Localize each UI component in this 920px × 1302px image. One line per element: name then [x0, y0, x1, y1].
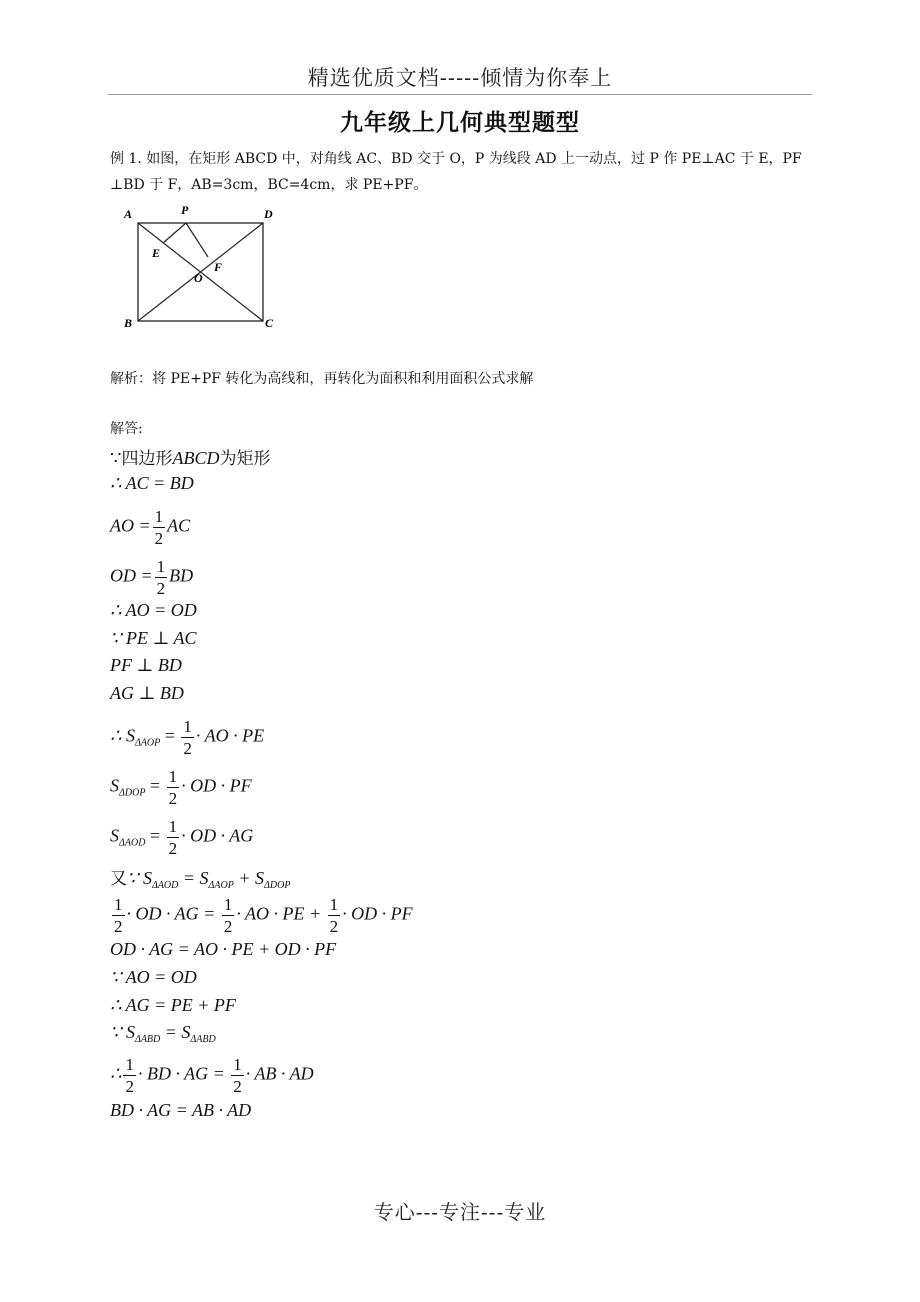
fraction-half: $\frac{1}{2}$	[168, 817, 178, 858]
fraction-half: $\frac{1}{2}$	[125, 1055, 134, 1096]
step-7: PF ⊥ BD	[110, 655, 182, 675]
header-divider	[108, 94, 812, 95]
fraction-half: $\frac{1}{2}$	[233, 1055, 242, 1096]
segment-pe	[163, 223, 186, 243]
step-12: 又∵ $S_{\Delta AOD} = S_{\Delta AOP} + S_{\Delta DOP}$	[110, 868, 291, 891]
problem-statement	[110, 146, 815, 198]
geometry-figure	[118, 196, 288, 341]
fraction-half: $\frac{1}{2}$	[329, 895, 339, 936]
step-1: ∵四边形ABCD为矩形	[110, 448, 271, 469]
step-17: ∵ $S_{\Delta ABD} = S_{\Delta ABD}$	[110, 1022, 216, 1045]
label-p: P	[181, 203, 189, 217]
step-11: $S_{\Delta AOD}$ = $\frac{1}{2}$ · OD · AG	[110, 817, 254, 858]
step-13: $\frac{1}{2}$ · OD · AG = $\frac{1}{2}$ · AO · PE + $\frac{1}{2}$ · OD · PF	[114, 895, 413, 936]
fraction-half: $\frac{1}{2}$	[183, 717, 192, 758]
solution-label: 解答:	[110, 421, 143, 437]
fraction-half: $\frac{1}{2}$	[156, 557, 166, 598]
step-15: ∵ AO = OD	[110, 967, 197, 987]
label-e: E	[152, 246, 161, 260]
fraction-half: $\frac{1}{2}$	[223, 895, 233, 936]
step-5: ∴ AO = OD	[110, 600, 197, 620]
label-o: O	[194, 271, 203, 285]
step-10: $S_{\Delta DOP}$ = $\frac{1}{2}$ · OD · PF	[110, 767, 252, 808]
step-8: AG ⊥ BD	[110, 683, 184, 703]
fraction-half: $\frac{1}{2}$	[154, 507, 164, 548]
problem-line-1: 例 1. 如图，在矩形 ABCD 中，对角线 AC、BD 交于 O，P 为线段 AD 上一动点，过 P 作 PE⊥AC 于 E，PF	[110, 151, 802, 167]
segment-pf	[186, 223, 208, 257]
document-title: 九年级上几何典型题型	[340, 109, 580, 136]
fraction-half: $\frac{1}{2}$	[168, 767, 178, 808]
page-header: 精选优质文档-----倾情为你奉上	[307, 66, 613, 90]
step-4: OD = $\frac{1}{2}$ BD	[110, 557, 194, 598]
page-footer: 专心---专注---专业	[373, 1200, 547, 1224]
label-b: B	[124, 316, 133, 330]
problem-line-2: ⊥BD 于 F，AB=3cm，BC=4cm，求 PE+PF。	[110, 177, 428, 193]
label-f: F	[214, 260, 223, 274]
label-a: A	[124, 207, 133, 221]
fraction-half: $\frac{1}{2}$	[114, 895, 123, 936]
step-6: ∵ PE ⊥ AC	[110, 628, 197, 648]
label-c: C	[265, 316, 274, 330]
step-2: ∴ AC = BD	[110, 473, 194, 493]
step-14: OD · AG = AO · PE + OD · PF	[110, 939, 337, 959]
label-d: D	[264, 207, 273, 221]
analysis-text: 解析：将 PE+PF 转化为高线和，再转化为面积和利用面积公式求解	[110, 371, 534, 387]
step-9: ∴ $S_{\Delta AOP}$ = $\frac{1}{2}$ · AO · PE	[110, 717, 265, 758]
step-16: ∴ AG = PE + PF	[110, 995, 236, 1015]
step-19: BD · AG = AB · AD	[110, 1100, 252, 1120]
step-3: AO = $\frac{1}{2}$ AC	[110, 507, 191, 548]
step-18: ∴ $\frac{1}{2}$ · BD · AG = $\frac{1}{2}$ · AB · AD	[110, 1055, 314, 1096]
